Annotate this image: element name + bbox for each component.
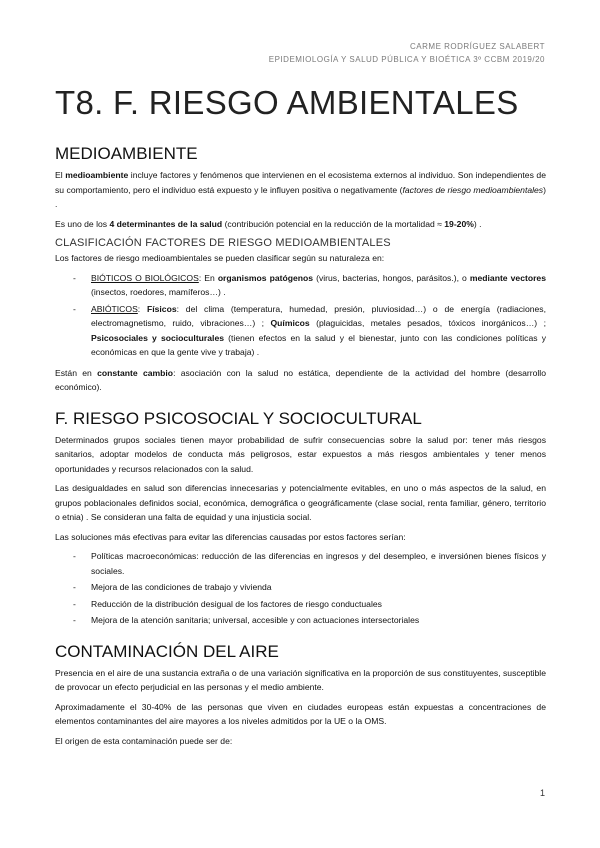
- paragraph: El origen de esta contaminación puede ser de:: [55, 735, 233, 746]
- paragraph: Presencia en el aire de una sustancia extraña o de una variación significativa en la proporción de sus constituyentes, susceptible de provocar un efecto perjudicial en las personas y el medio ambiente.: [55, 667, 546, 692]
- list-item: - BIÓTICOS O BIOLÓGICOS: En organismos patógenos (virus, bacterias, hongos, parásitos.), o mediante vectores (insectos, roedores, mamíferos…) .: [73, 272, 546, 297]
- paragraph: Determinados grupos sociales tienen mayor probabilidad de sufrir consecuencias sobre la salud por: tener más riesgos sanitarios, adoptar modelos de conducta más peligrosos, estar expuestos a más riesgos ambientales y tener menos oportunidades y recursos relacionados con la salud.: [55, 434, 546, 474]
- page-header: [269, 40, 545, 66]
- solutions-list: [55, 549, 546, 628]
- list-item: - Mejora de la atención sanitaria; universal, accesible y con actuaciones intersectoriales: [73, 615, 420, 625]
- section-heading-contaminacion: CONTAMINACIÓN DEL AIRE: [55, 641, 279, 661]
- list-item: - Políticas macroeconómicas: reducción de las diferencias en ingresos y del desempleo, e inversiónen bienes físicos y sociales.: [73, 551, 546, 576]
- paragraph: Los factores de riesgo medioambientales se pueden clasificar según su naturaleza en:: [55, 253, 385, 263]
- header-author: CARME RODRÍGUEZ SALABERT: [410, 42, 545, 51]
- page-number: 1: [539, 788, 545, 798]
- section-heading-psicosocial: F. RIESGO PSICOSOCIAL Y SOCIOCULTURAL: [55, 408, 422, 428]
- paragraph: Las soluciones más efectivas para evitar las diferencias causadas por estos factores serían:: [55, 531, 406, 542]
- classification-list: [55, 271, 546, 360]
- paragraph: Aproximadamente el 30-40% de las personas que viven en ciudades europeas están expuestas a concentraciones de elementos contaminantes del aire mayores a los niveles admitidos por la UE o la OMS.: [55, 701, 546, 726]
- list-item: - Mejora de las condiciones de trabajo y vivienda: [73, 582, 272, 592]
- document-title: T8. F. RIESGO AMBIENTALES: [55, 84, 519, 121]
- paragraph: Es uno de los 4 determinantes de la salud (contribución potencial en la reducción de la mortalidad ≈ 19-20%) .: [55, 218, 482, 229]
- section-heading-medioambiente: MEDIOAMBIENTE: [55, 144, 198, 163]
- subsection-heading: CLASIFICACIÓN FACTORES DE RIESGO MEDIOAMBIENTALES: [55, 237, 391, 249]
- list-item: - ABIÓTICOS: Físicos: del clima (temperatura, humedad, presión, pluviosidad…) o de energía (radiaciones, electromagnetismo, ruido, vibraciones…) ; Químicos (plaguicidas, metales pesados, tóxicos inorgánicos…) ; Psicosociales y socioculturales (tienen efectos en la salud y el bienestar, junto con las condiciones políticas y económicas en que la gente vive y trabaja) .: [73, 303, 546, 357]
- paragraph: Las desigualdades en salud son diferencias innecesarias y potencialmente evitables, en uno o más aspectos de la salud, en grupos poblacionales definidos social, económica, demográfica o geográficamente (clase social, renta familiar, género, territorio o etnia) . Se consideran una falta de equidad y una injusticia social.: [55, 483, 546, 522]
- document-body: [55, 138, 546, 753]
- list-item: - Reducción de la distribución desigual de los factores de riesgo conductuales: [73, 598, 382, 609]
- paragraph: El medioambiente incluye factores y fenómenos que intervienen en el ecosistema externos al individuo. Son independientes de su comportamiento, pero el individuo está expuesto y le influyen positiva o negativamente (factores de riesgo medioambientales) .: [55, 170, 546, 209]
- header-course: EPIDEMIOLOGÍA Y SALUD PÚBLICA Y BIOÉTICA 3º CCBM 2019/20: [268, 55, 545, 64]
- paragraph: Están en constante cambio: asociación con la salud no estática, dependiente de la actividad del hombre (desarrollo económico).: [55, 367, 546, 392]
